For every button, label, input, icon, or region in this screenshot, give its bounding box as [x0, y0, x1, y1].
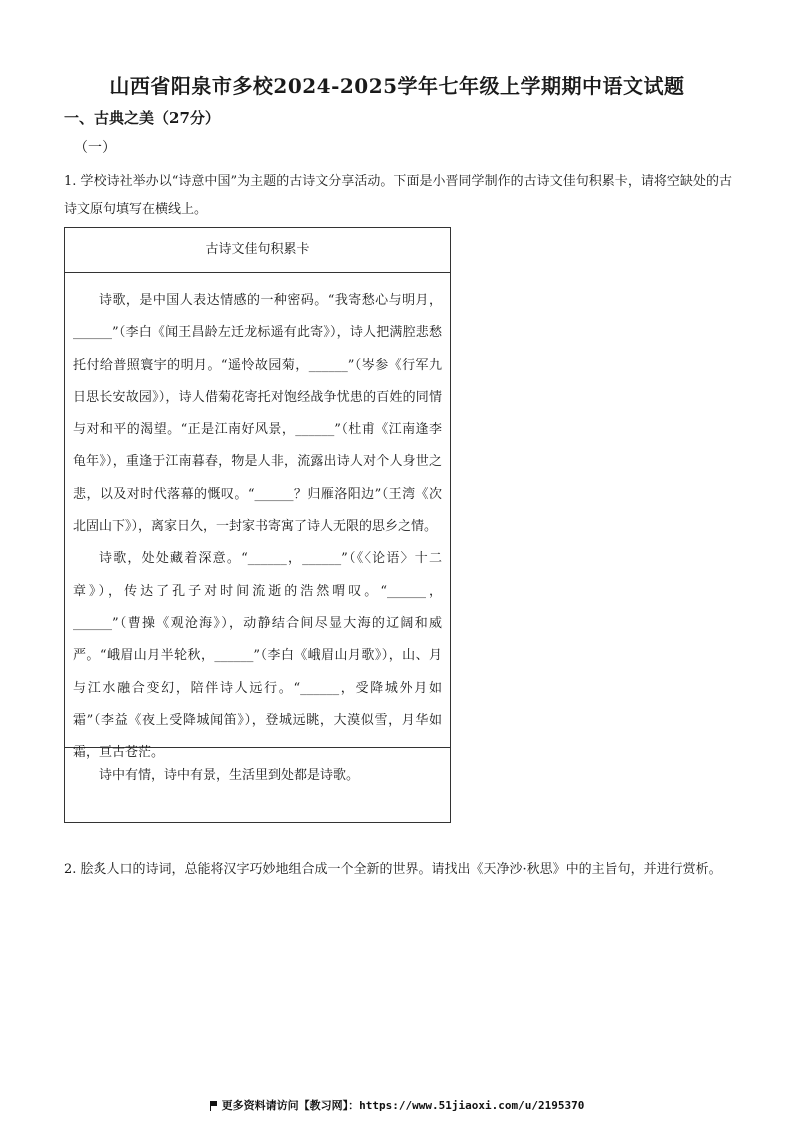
page-footer[interactable] [0, 1097, 794, 1113]
card-footer-text: 诗中有情，诗中有景，生活里到处都是诗歌。 [99, 768, 360, 783]
section-heading: 一、古典之美（27分） [64, 109, 220, 127]
subsection-heading: （一） [74, 140, 116, 156]
card-paragraph-1: 诗歌，是中国人表达情感的一种密码。“我寄愁心与明月，______”（李白《闻王昌龄左迁龙标遥有此寄》），诗人把满腔悲愁托付给普照寰宇的明月。“遥怜故园菊，______”（岑参《行军九日思长安故园》），诗人借菊花寄托对饱经战争忧患的百姓的同情与对和平的渴望。“正是江南好风景，______”（杜甫《江南逢李龟年》），重逢于江南暮春，物是人非，流露出诗人对个人身世之悲，以及对时代落幕的慨叹。“______？归雁洛阳边”（王湾《次北固山下》），离家日久，一封家书寄寓了诗人无限的思乡之情。 [73, 293, 442, 535]
poetry-card [64, 227, 451, 823]
question-2: 2. 脍炙人口的诗词，总能将汉字巧妙地组合成一个全新的世界。请找出《天净沙·秋思》中的主旨句，并进行赏析。 [64, 862, 722, 877]
card-body [65, 273, 450, 761]
flag-icon [210, 1101, 218, 1110]
card-paragraph-2: 诗歌，处处藏着深意。“______，______”（《〈论语〉十二章》），传达了孔子对时间流逝的浩然喟叹。“______，______”（曹操《观沧海》），动静结合间尽显大海的辽阔和威严。“峨眉山月半轮秋，______”（李白《峨眉山月歌》），山、月与江水融合变幻，陪伴诗人远行。“______，受降城外月如霜”（李益《夜上受降城闻笛》），登城远眺，大漠似雪，月华如霜，亘古苍茫。 [73, 551, 442, 761]
footer-link-text[interactable]: 更多资料请访问【教习网】：https://www.51jiaoxi.com/u/2195370 [221, 1099, 585, 1112]
card-title: 古诗文佳句积累卡 [65, 228, 450, 273]
question-1: 1. 学校诗社举办以“诗意中国”为主题的古诗文分享活动。下面是小晋同学制作的古诗文佳句积累卡，请将空缺处的古诗文原句填写在横线上。 [64, 174, 732, 217]
page-title: 山西省阳泉市多校2024-2025学年七年级上学期期中语文试题 [109, 74, 685, 98]
